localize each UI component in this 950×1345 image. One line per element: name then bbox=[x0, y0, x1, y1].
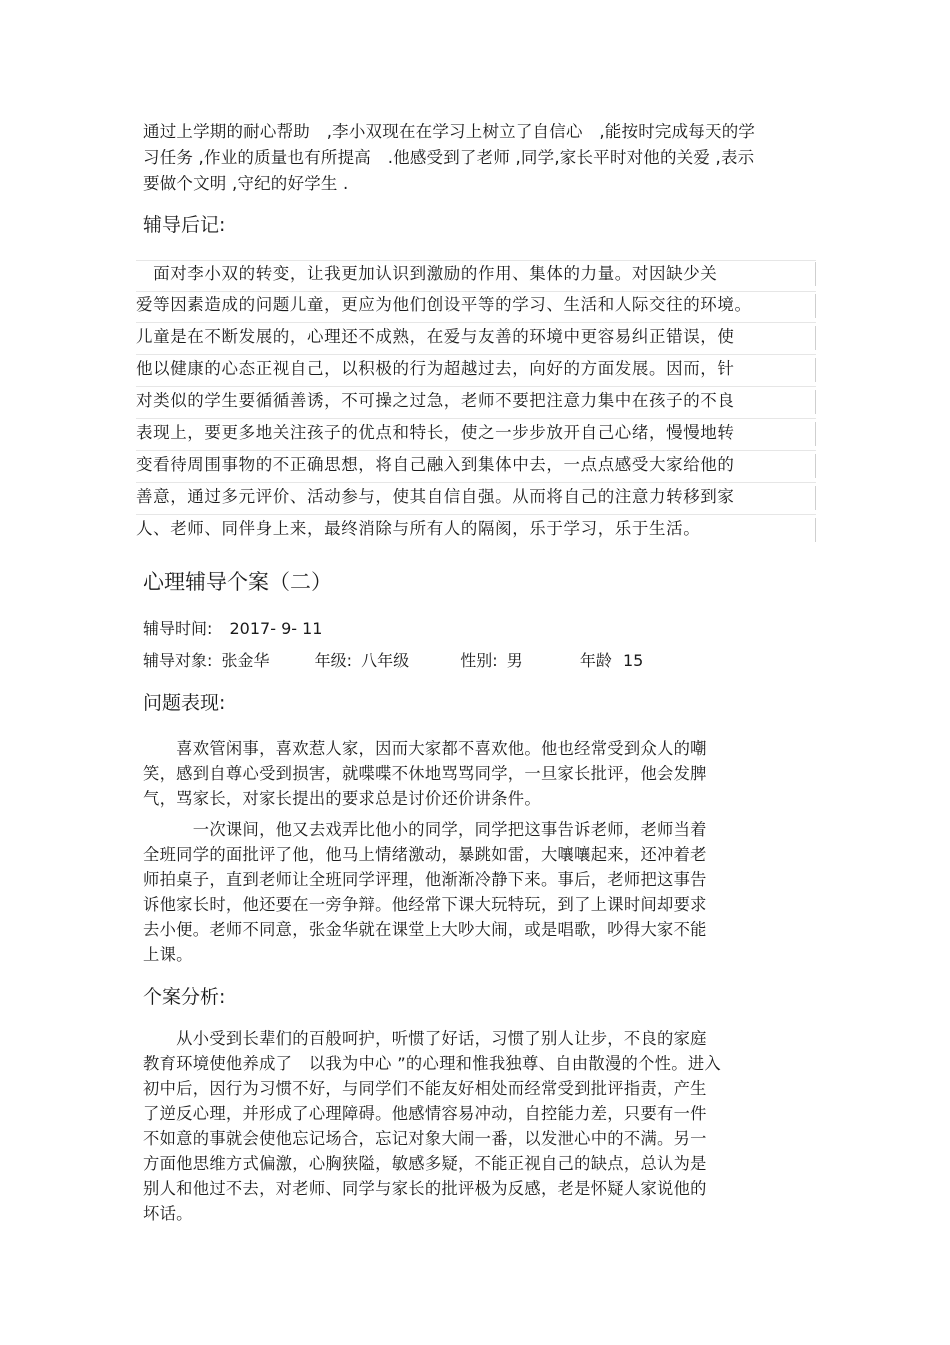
afterword-line: 爱等因素造成的问题儿童，更应为他们创设平等的学习、生活和人际交往的环境。 bbox=[136, 295, 752, 314]
problem-line: 喜欢管闲事，喜欢惹人家，因而大家都不喜欢他。他也经常受到众人的嘲 bbox=[143, 739, 707, 758]
problem-line: 诉他家长时，他还要在一旁争辩。他经常下课大玩特玩，到了上课时间却要求 bbox=[143, 895, 707, 914]
analysis-line: 了逆反心理，并形成了心理障碍。他感情容易冲动，自控能力差，只要有一件 bbox=[143, 1104, 707, 1123]
age-value: 15 bbox=[622, 651, 644, 670]
analysis-line: 从小受到长辈们的百般呵护，听惯了好话，习惯了别人让步，不良的家庭 bbox=[143, 1029, 707, 1048]
analysis-line: 不如意的事就会使他忘记场合，忘记对象大闹一番，以发泄心中的不满。另一 bbox=[143, 1129, 707, 1148]
counseling-subject-row bbox=[143, 648, 643, 671]
afterword-line: 表现上，要更多地关注孩子的优点和特长，使之一步步放开自己心绪，慢慢地转 bbox=[136, 423, 735, 442]
gender-label: 性别: bbox=[460, 651, 498, 670]
afterword-line: 儿童是在不断发展的，心理还不成熟，在爱与友善的环境中更容易纠正错误，使 bbox=[136, 327, 735, 346]
time-label: 辅导时间: bbox=[143, 619, 213, 638]
analysis-line: 方面他思维方式偏激，心胸狭隘，敏感多疑，不能正视自己的缺点，总认为是 bbox=[143, 1154, 707, 1173]
problem-line: 师拍桌子，直到老师让全班同学评理，他渐渐冷静下来。事后，老师把这事告 bbox=[143, 870, 707, 889]
analysis-heading: 个案分析: bbox=[143, 986, 226, 1008]
afterword-line: 对类似的学生要循循善诱，不可操之过急，老师不要把注意力集中在孩子的不良 bbox=[136, 391, 735, 410]
intro-line: 通过上学期的耐心帮助 ,李小双现在在学习上树立了自信心 ,能按时完成每天的学 bbox=[143, 122, 756, 141]
afterword-line: 面对李小双的转变，让我更加认识到激励的作用、集体的力量。对因缺少关 bbox=[136, 264, 718, 283]
problem-line: 笑，感到自尊心受到损害，就喋喋不休地骂骂同学，一旦家长批评，他会发脾 bbox=[143, 764, 707, 783]
grade-label: 年级: bbox=[314, 651, 353, 670]
analysis-line: 教育环境使他养成了 以我为中心 ”的心理和惟我独尊、自由散漫的个性。进入 bbox=[143, 1054, 721, 1073]
analysis-line: 坏话。 bbox=[143, 1204, 193, 1223]
problem-line: 一次课间，他又去戏弄比他小的同学，同学把这事告诉老师，老师当着 bbox=[143, 820, 707, 839]
afterword-line: 他以健康的心态正视自己，以积极的行为超越过去，向好的方面发展。因而，针 bbox=[136, 359, 735, 378]
intro-line: 习任务 ,作业的质量也有所提高 .他感受到了老师 ,同学,家长平时对他的关爱 ,表示 bbox=[143, 148, 755, 167]
grade-value: 八年级 bbox=[361, 651, 410, 670]
problem-line: 上课。 bbox=[143, 945, 193, 964]
subject-value: 张金华 bbox=[221, 651, 270, 670]
afterword-line: 善意，通过多元评价、活动参与，使其自信自强。从而将自己的注意力转移到家 bbox=[136, 487, 735, 506]
problem-line: 去小便。老师不同意，张金华就在课堂上大吵大闹，或是唱歌，吵得大家不能 bbox=[143, 920, 707, 939]
afterword-line: 变看待周围事物的不正确思想，将自己融入到集体中去，一点点感受大家给他的 bbox=[136, 455, 735, 474]
subject-label: 辅导对象: bbox=[143, 651, 213, 670]
afterword-heading: 辅导后记: bbox=[143, 214, 226, 236]
time-value: 2017- 9- 11 bbox=[229, 619, 323, 638]
problem-heading: 问题表现: bbox=[143, 692, 226, 714]
counseling-time bbox=[143, 616, 322, 639]
afterword-line: 人、老师、同伴身上来，最终消除与所有人的隔阂，乐于学习，乐于生活。 bbox=[136, 519, 701, 538]
gender-value: 男 bbox=[506, 651, 523, 670]
age-label: 年龄 bbox=[579, 651, 612, 670]
analysis-line: 初中后，因行为习惯不好，与同学们不能友好相处而经常受到批评指责，产生 bbox=[143, 1079, 707, 1098]
analysis-line: 别人和他过不去，对老师、同学与家长的批评极为反感，老是怀疑人家说他的 bbox=[143, 1179, 707, 1198]
intro-line: 要做个文明 ,守纪的好学生 . bbox=[143, 174, 349, 193]
problem-line: 气，骂家长，对家长提出的要求总是讨价还价讲条件。 bbox=[143, 789, 541, 808]
problem-line: 全班同学的面批评了他，他马上情绪激动，暴跳如雷，大嚷嚷起来，还冲着老 bbox=[143, 845, 707, 864]
case-title: 心理辅导个案（二） bbox=[143, 570, 332, 594]
